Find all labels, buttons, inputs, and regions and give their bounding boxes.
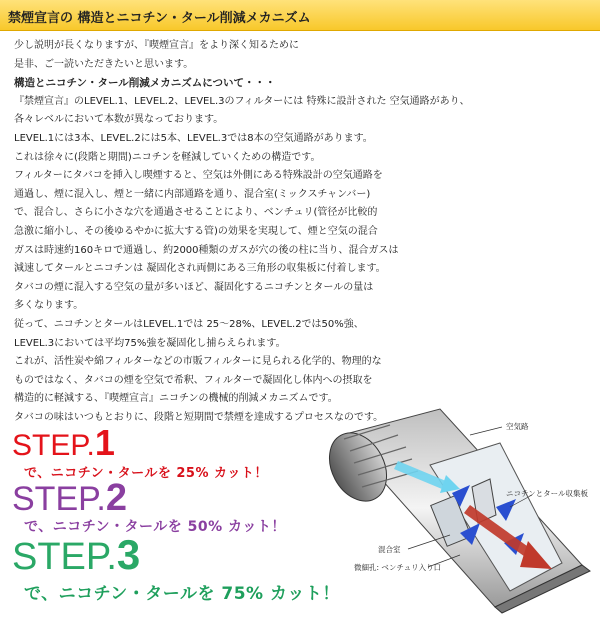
step-number: 1 [94,422,115,463]
text-line: フィルターにタバコを挿入し喫煙すると、空気は外側にある特殊設計の空気通路を [14,170,383,182]
step-number: 3 [116,531,141,578]
filter-diagram [320,395,595,615]
label-air-path: 空気路 [506,422,529,431]
text-line: 少し説明が長くなりますが、『喫煙宣言』をより深く知るために [14,40,299,51]
text-line: タバコの味はいつもとおりに、段階と短期間で禁煙を達成するプロセスなのです。 [14,411,384,423]
step-label: STEP. [12,480,106,518]
step-label: STEP. [12,536,117,578]
text-line: 減速してタールとニコチンは 凝固化され両側にある三角形の収集板に付着します。 [14,263,386,275]
text-line: 構造的に軽減する、『喫煙宣言』ニコチンの機械的削減メカニズムです。 [14,393,338,405]
step-label: STEP. [12,429,95,462]
section-heading: 構造とニコチン・タール削減メカニズムについて・・・ [14,77,276,90]
text-line: 各々レベルにおいて本数が異なっております。 [14,114,224,126]
label-collector: ニコチンとタール収集板 [506,489,588,498]
step-caption: で、ニコチン・タールを 50% カット！ [24,519,286,535]
text-line: 通過し、煙に混入し、煙と一緒に内部通路を通り、混合室(ミックスチャンバー) [14,188,371,200]
text-line: これは徐々に(段階と期間)ニコチンを軽減していくための構造です。 [14,151,321,163]
explanation-text [14,37,589,427]
text-line: ガスは時速約160キロで通過し、約2000種類のガスが穴の後の柱に当り、混合ガスは [14,244,399,256]
filter-cross-section [320,395,595,615]
step-1 [12,422,268,481]
filter-body [320,409,590,613]
text-line: 『禁煙宣言』のLEVEL.1、LEVEL.2、LEVEL.3のフィルターには 特殊に設計された 空気通路があり、 [14,95,470,107]
text-line: ものではなく、タバコの煙を空気で希釈、フィルターで凝固化し体内への摂取を [14,374,373,386]
text-line: タバコの煙に混入する空気の量が多いほど、凝固化するニコチンとタールの量は [14,281,374,293]
page-header [0,0,600,31]
text-line: で、混合し、さらに小さな穴を通過させることにより、ベンチュリ(管径が比較的 [14,207,378,219]
text-line: 是非、ご一読いただきたいと思います。 [14,58,194,70]
text-line: 多くなります。 [14,300,84,312]
step-number: 2 [105,477,128,519]
label-mix-chamber: 混合室 [378,545,401,554]
text-line: LEVEL.1には3本、LEVEL.2には5本、LEVEL.3では8本の空気通路があります。 [14,132,373,144]
step-3 [12,531,340,604]
step-caption: で、ニコチン・タールを 75% カット！ [24,584,340,604]
text-line: 急激に縮小し、その後ゆるやかに拡大する管)の効果を実現して、煙と空気の混合 [14,225,378,237]
step-caption: で、ニコチン・タールを 25% カット！ [24,466,268,481]
text-line: 従って、ニコチンとタールはLEVEL.1では 25〜28%、LEVEL.2では50%強、 [14,318,364,330]
label-micro-hole: 微細孔: ベンチュリ入り口 [354,563,442,572]
page-title: 禁煙宣言の 構造とニコチン・タール削減メカニズム [8,11,311,26]
text-line: LEVEL.3においては平均75%強を凝固化し捕らえられます。 [14,337,286,349]
text-line: これが、活性炭や綿フィルターなどの市販フィルターに見られる化学的、物理的な [14,356,382,368]
step-2 [12,477,286,536]
